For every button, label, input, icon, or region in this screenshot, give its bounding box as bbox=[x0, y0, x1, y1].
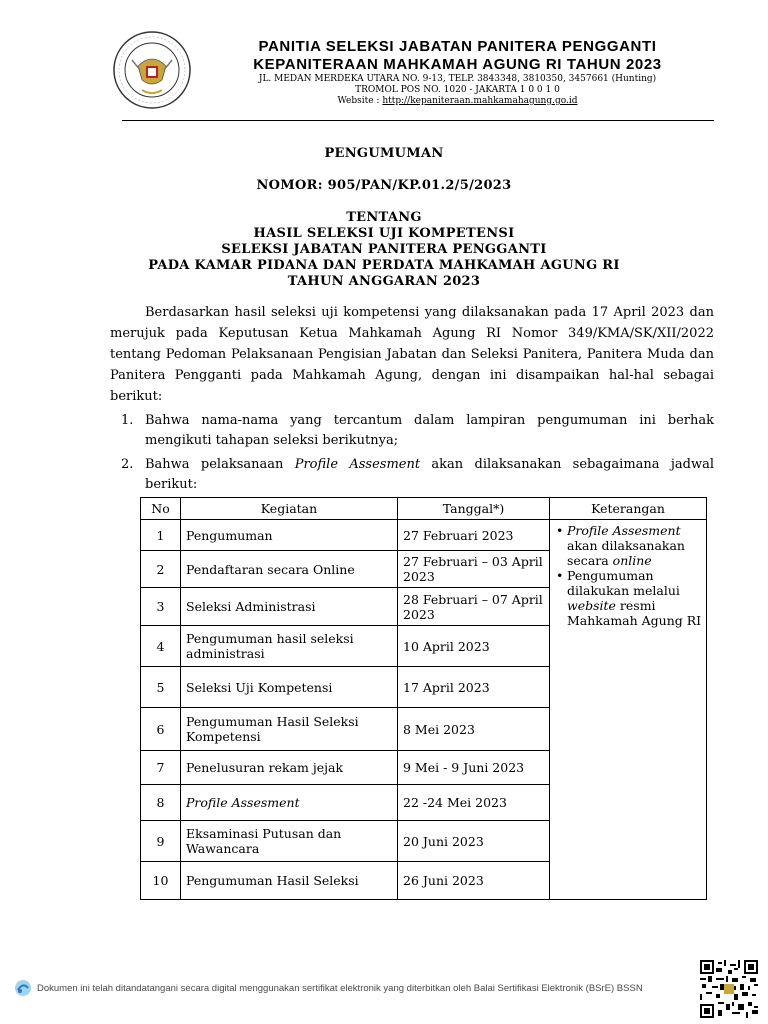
list-item bbox=[121, 455, 714, 495]
list-item-number: 1. bbox=[121, 413, 134, 428]
ket-b1-text: akan dilaksanakan secara bbox=[567, 538, 685, 568]
row-kegiatan-emphasis: Profile Assesment bbox=[186, 795, 300, 810]
header-keterangan: Keterangan bbox=[550, 498, 707, 520]
header-kegiatan: Kegiatan bbox=[181, 498, 398, 520]
letterhead-address: JL. MEDAN MERDEKA UTARA NO. 9-13, TELP. 3843348, 3810350, 3457661 (Hunting) bbox=[258, 74, 657, 84]
row-kegiatan: Pengumuman Hasil Seleksi bbox=[181, 862, 398, 900]
row-tanggal: 10 April 2023 bbox=[398, 626, 550, 667]
table-row bbox=[141, 520, 707, 551]
header-tanggal: Tanggal*) bbox=[398, 498, 550, 520]
header-no: No bbox=[141, 498, 181, 520]
keterangan-list bbox=[554, 523, 702, 628]
ket-b2-text-pre: Pengumuman dilakukan melalui bbox=[567, 568, 680, 598]
row-no: 7 bbox=[141, 751, 181, 785]
item2-text-emphasis: Profile Assesment bbox=[294, 457, 421, 472]
bsre-icon bbox=[14, 979, 32, 997]
keterangan-cell bbox=[550, 520, 707, 900]
doc-subject-line1: HASIL SELEKSI UJI KOMPETENSI bbox=[253, 226, 515, 241]
doc-subject bbox=[0, 210, 768, 290]
doc-tentang: TENTANG bbox=[346, 210, 422, 225]
footer-text: Dokumen ini telah ditandatangani secara digital menggunakan sertifikat elektronik yang diterbitkan oleh Balai Sertifikasi Elektronik (BSrE) BSSN bbox=[37, 982, 643, 994]
row-kegiatan: Pengumuman Hasil Seleksi Kompetensi bbox=[181, 708, 398, 751]
row-kegiatan: Pengumuman hasil seleksi administrasi bbox=[181, 626, 398, 667]
mahkamah-agung-seal-logo bbox=[112, 30, 192, 110]
row-kegiatan: Seleksi Uji Kompetensi bbox=[181, 667, 398, 708]
row-kegiatan: Pendaftaran secara Online bbox=[181, 551, 398, 588]
row-tanggal: 27 Februari 2023 bbox=[398, 520, 550, 551]
item2-text-pre: Bahwa pelaksanaan bbox=[145, 457, 295, 472]
row-kegiatan: Seleksi Administrasi bbox=[181, 588, 398, 626]
row-kegiatan: Penelusuran rekam jejak bbox=[181, 751, 398, 785]
keterangan-bullet bbox=[567, 568, 702, 628]
table-header-row bbox=[141, 498, 707, 520]
row-kegiatan: Pengumuman bbox=[181, 520, 398, 551]
letterhead-website bbox=[200, 96, 715, 107]
doc-subject-line2: SELEKSI JABATAN PANITERA PENGGANTI bbox=[221, 242, 547, 257]
row-tanggal: 8 Mei 2023 bbox=[398, 708, 550, 751]
letterhead-tromol: TROMOL POS NO. 1020 - JAKARTA 1 0 0 1 0 bbox=[355, 85, 560, 95]
digital-signature-footer bbox=[14, 978, 704, 998]
keterangan-bullet bbox=[567, 523, 702, 568]
list-item-text: Bahwa nama-nama yang tercantum dalam lampiran pengumuman ini berhak mengikuti tahapan seleksi berikutnya; bbox=[145, 413, 714, 448]
row-tanggal: 27 Februari – 03 April 2023 bbox=[398, 551, 550, 588]
letterhead-title-line1: PANITIA SELEKSI JABATAN PANITERA PENGGANTI bbox=[258, 38, 657, 55]
doc-subject-line3: PADA KAMAR PIDANA DAN PERDATA MAHKAMAH AGUNG RI bbox=[148, 258, 620, 273]
row-no: 4 bbox=[141, 626, 181, 667]
row-tanggal: 17 April 2023 bbox=[398, 667, 550, 708]
ket-b1-emphasis: Profile Assesment bbox=[567, 523, 681, 538]
intro-paragraph: Berdasarkan hasil seleksi uji kompetensi yang dilaksanakan pada 17 April 2023 dan merujuk pada Keputusan Ketua Mahkamah Agung RI Nomor 349/KMA/SK/XII/2022 tentang Pedoman Pelaksanaan Pengisian Jabatan dan Seleksi Panitera, Panitera Muda dan Panitera Pengganti pada Mahkamah Agung, dengan ini disampaikan hal-hal sebagai berikut: bbox=[110, 305, 714, 404]
ket-b2-emphasis: website bbox=[567, 598, 616, 613]
website-label: Website : bbox=[337, 96, 380, 106]
letterhead bbox=[200, 38, 715, 107]
website-link[interactable]: http://kepaniteraan.mahkamahagung.go.id bbox=[382, 96, 578, 106]
doc-title-pengumuman: PENGUMUMAN bbox=[324, 146, 444, 161]
list-item-text bbox=[145, 455, 714, 495]
row-no: 10 bbox=[141, 862, 181, 900]
ket-b1-emphasis2: online bbox=[612, 553, 652, 568]
row-tanggal: 28 Februari – 07 April 2023 bbox=[398, 588, 550, 626]
row-no: 9 bbox=[141, 821, 181, 862]
doc-nomor: NOMOR: 905/PAN/KP.01.2/5/2023 bbox=[256, 178, 512, 193]
row-no: 1 bbox=[141, 520, 181, 551]
ket-b2-text-post: resmi Mahkamah Agung RI bbox=[567, 598, 702, 628]
letterhead-title-line2: KEPANITERAAN MAHKAMAH AGUNG RI TAHUN 2023 bbox=[253, 56, 662, 73]
item2-text-post: akan dilaksanakan sebagaimana jadwal berikut: bbox=[145, 457, 714, 492]
doc-subject-line4: TAHUN ANGGARAN 2023 bbox=[287, 274, 481, 289]
row-tanggal: 20 Juni 2023 bbox=[398, 821, 550, 862]
row-tanggal: 9 Mei - 9 Juni 2023 bbox=[398, 751, 550, 785]
list-item-number: 2. bbox=[121, 457, 134, 472]
row-kegiatan bbox=[181, 785, 398, 821]
header-divider bbox=[122, 120, 714, 121]
row-tanggal: 26 Juni 2023 bbox=[398, 862, 550, 900]
row-no: 6 bbox=[141, 708, 181, 751]
row-no: 2 bbox=[141, 551, 181, 588]
row-no: 5 bbox=[141, 667, 181, 708]
schedule-table bbox=[140, 497, 707, 900]
qr-code-icon[interactable] bbox=[700, 960, 758, 1018]
list-item bbox=[121, 411, 714, 451]
row-no: 3 bbox=[141, 588, 181, 626]
row-tanggal: 22 -24 Mei 2023 bbox=[398, 785, 550, 821]
row-no: 8 bbox=[141, 785, 181, 821]
row-kegiatan: Eksaminasi Putusan dan Wawancara bbox=[181, 821, 398, 862]
